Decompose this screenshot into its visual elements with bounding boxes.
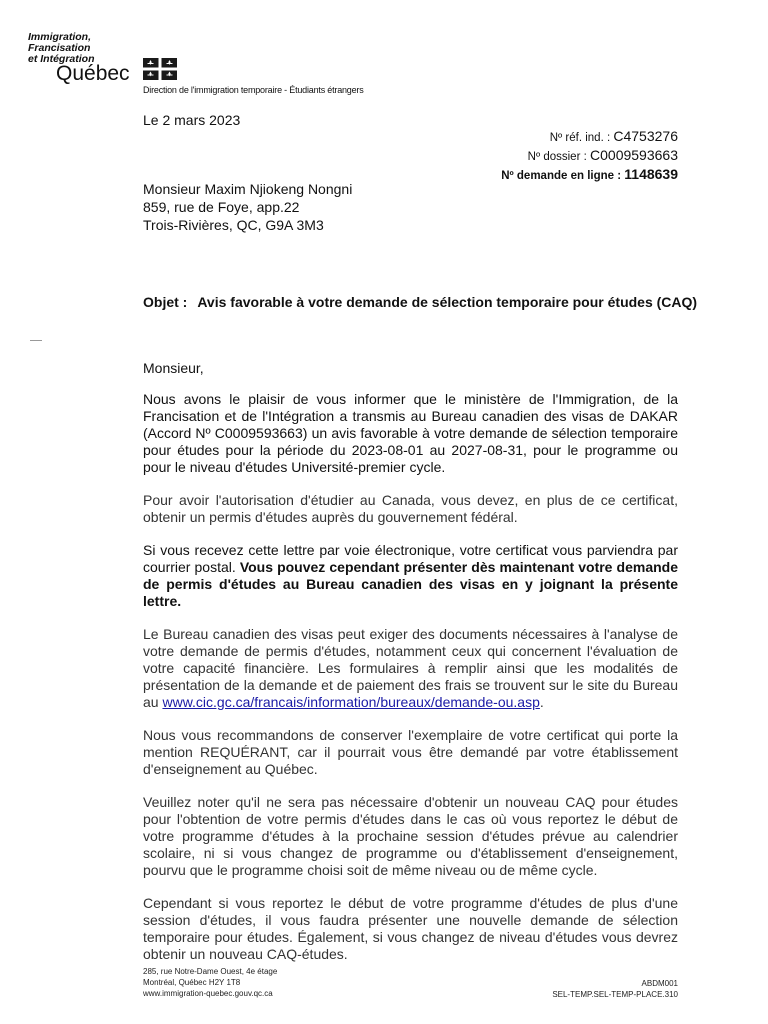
footer-website: www.immigration-quebec.gouv.qc.ca xyxy=(143,989,273,998)
paragraph-3-bold: Vous pouvez cependant présenter dès maintenant votre demande de permis d'études au Bureau canadien des visas en y joignant la présente lettre. xyxy=(143,559,678,609)
paragraph-4 xyxy=(143,626,678,711)
demande-label: Nº demande en ligne : xyxy=(501,170,622,182)
direction-label: Direction de l'immigration temporaire - Étudiants étrangers xyxy=(143,85,364,95)
bureau-website-link[interactable]: www.cic.gc.ca/francais/information/bureaux/demande-ou.asp xyxy=(162,694,540,710)
footer-codes xyxy=(552,978,678,1000)
ministry-logo-text xyxy=(28,32,95,65)
subject-label: Objet : xyxy=(143,294,188,310)
footer-code-2: SEL-TEMP.SEL-TEMP-PLACE.310 xyxy=(552,990,678,999)
recipient-street: 859, rue de Foye, app.22 xyxy=(143,199,300,215)
ref-ind-value: C4753276 xyxy=(613,128,678,144)
ministry-line-2: Francisation xyxy=(28,42,91,54)
paragraph-3 xyxy=(143,542,678,610)
recipient-address xyxy=(143,180,352,234)
paragraph-4-end: . xyxy=(539,694,544,710)
footer-address xyxy=(143,966,277,999)
dossier-label: Nº dossier : xyxy=(527,151,587,163)
letter-date: Le 2 mars 2023 xyxy=(143,112,241,128)
recipient-city: Trois-Rivières, QC, G9A 3M3 xyxy=(143,217,324,233)
footer-address-line-2: Montréal, Québec H2Y 1T8 xyxy=(143,978,241,987)
ministry-line-1: Immigration, xyxy=(28,31,92,43)
dossier-value: C0009593663 xyxy=(590,147,678,163)
ref-ind-label: Nº réf. ind. : xyxy=(549,132,611,144)
footer-code-1: ABDM001 xyxy=(641,979,678,988)
paragraph-7: Cependant si vous reportez le début de votre programme d'études de plus d'une session d'études, il vous faudra présenter une nouvelle demande de sélection temporaire pour études. Également, si vous changez de niveau d'études vous devrez obtenir un nouveau CAQ-études. xyxy=(143,895,678,962)
letter-subject xyxy=(143,294,697,310)
paragraph-3-text: Si vous recevez cette lettre par voie électronique, votre certificat vous parviendra par courrier postal. xyxy=(143,542,678,575)
margin-mark xyxy=(30,340,42,341)
demande-value: 1148639 xyxy=(624,166,678,182)
paragraph-5: Nous vous recommandons de conserver l'exemplaire de votre certificat qui porte la mention REQUÉRANT, car il pourrait vous être demandé par votre établissement d'enseignement au Québec. xyxy=(143,727,678,777)
reference-block xyxy=(501,128,678,185)
dossier-row xyxy=(501,147,678,166)
demande-row xyxy=(501,166,678,185)
ref-ind-row xyxy=(501,128,678,147)
salutation: Monsieur, xyxy=(143,360,204,376)
paragraph-6: Veuillez noter qu'il ne sera pas nécessaire d'obtenir un nouveau CAQ pour études pour l'obtention de votre permis d'études dans le cas où vous reportez le début de votre programme d'études à la prochaine session d'études prévue au calendrier scolaire, ni si vous changez de programme ou d'établissement d'enseignement, pourvu que le programme choisi soit de même niveau ou de même cycle. xyxy=(143,794,678,878)
quebec-wordmark: Québec xyxy=(56,62,130,85)
paragraph-4-text: Le Bureau canadien des visas peut exiger des documents nécessaires à l'analyse de votre demande de permis d'études, notamment ceux qui concernent l'évaluation de votre capacité financière. Les formulaires à remplir ainsi que les modalités de présentation de la demande et de paiement des frais se trouvent sur le site du Bureau au xyxy=(143,626,678,710)
paragraph-2: Pour avoir l'autorisation d'étudier au Canada, vous devez, en plus de ce certificat, obtenir un permis d'études auprès du gouvernement fédéral. xyxy=(143,492,678,525)
ministry-line-3: et Intégration xyxy=(28,53,95,65)
quebec-fleurdelise-icon xyxy=(143,58,177,80)
footer-address-line-1: 285, rue Notre-Dame Ouest, 4e étage xyxy=(143,967,278,976)
paragraph-1: Nous avons le plaisir de vous informer que le ministère de l'Immigration, de la Francisation et de l'Intégration a transmis au Bureau canadien des visas de DAKAR (Accord Nº C0009593663) un avis favorable à votre demande de sélection temporaire pour études pour la période du 2023-08-01 au 2027-08-31, pour le programme ou pour le niveau d'études Université-premier cycle. xyxy=(143,391,678,475)
subject-text: Avis favorable à votre demande de sélection temporaire pour études (CAQ) xyxy=(197,294,698,310)
letter-body xyxy=(143,360,678,979)
recipient-name: Monsieur Maxim Njiokeng Nongni xyxy=(143,181,353,197)
